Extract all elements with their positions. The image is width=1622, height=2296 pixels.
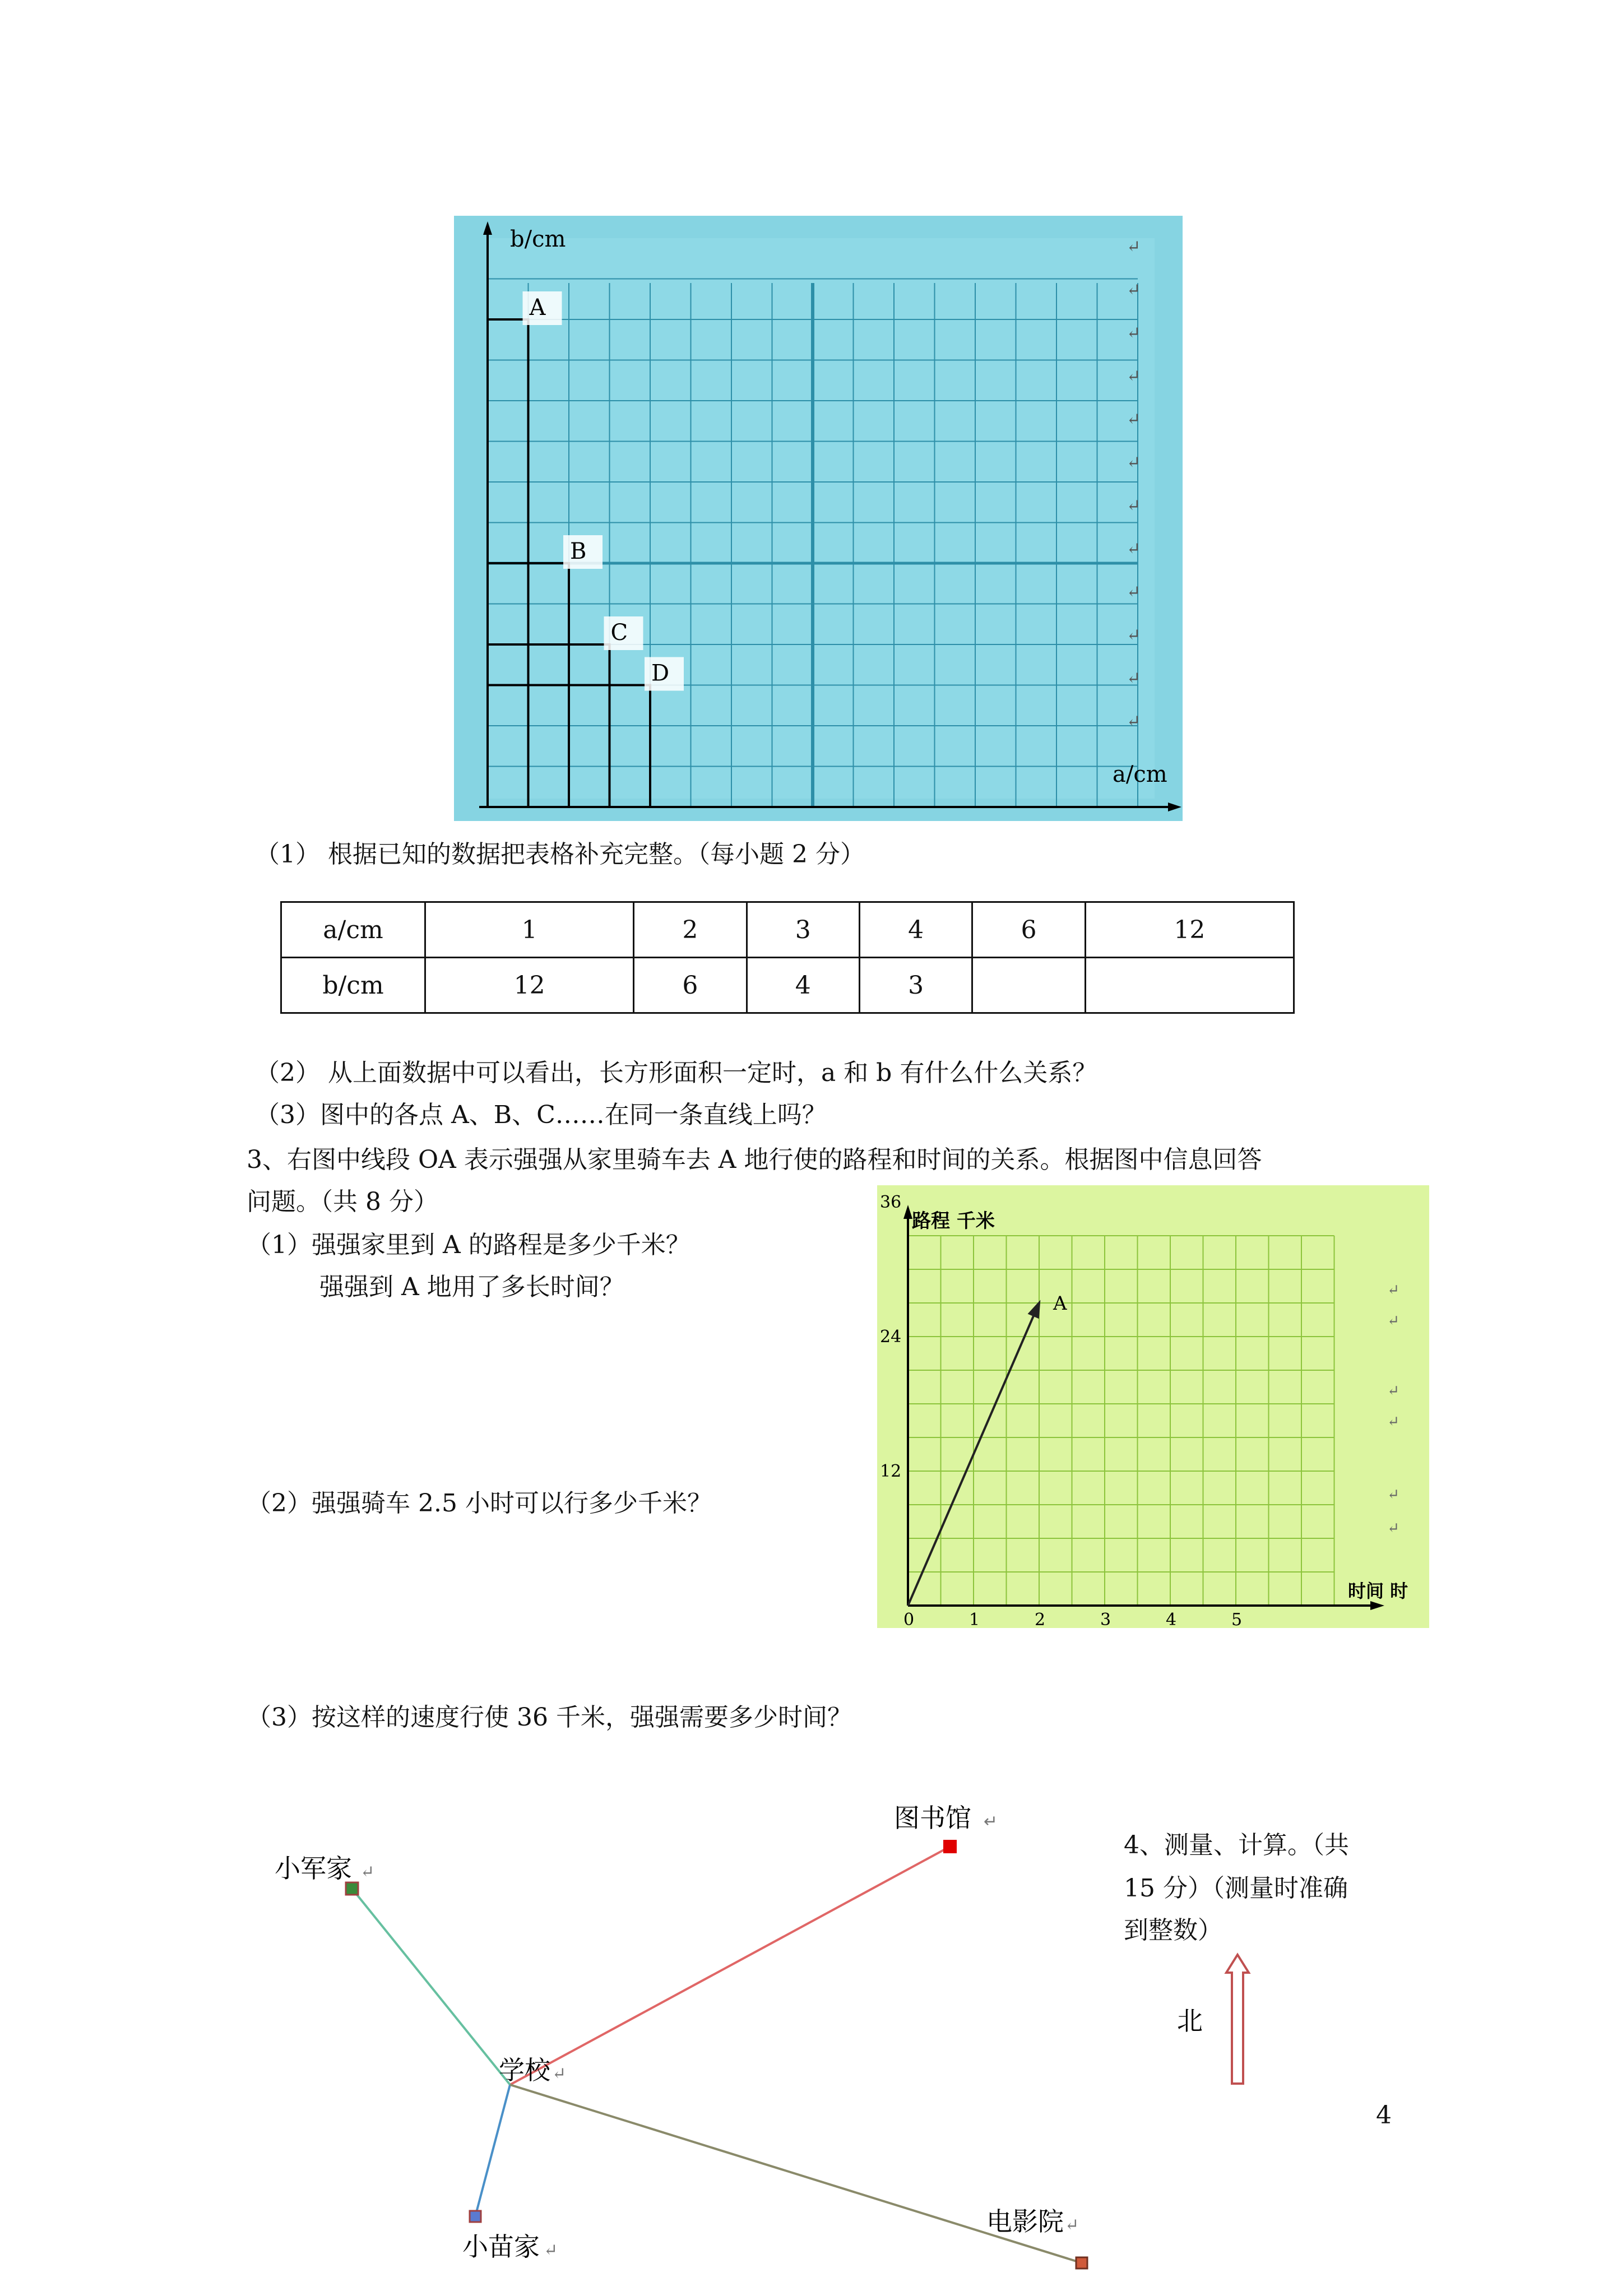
- chart-ylabel: 路程 千米: [912, 1210, 995, 1232]
- point-label-A: A: [1053, 1292, 1067, 1315]
- return-mark-icon: ↵: [984, 1812, 998, 1831]
- x-tick-label: 4: [1166, 1610, 1177, 1628]
- table-cell: 3: [747, 902, 859, 958]
- map-svg: [0, 1765, 1622, 2294]
- table-cell: 12: [425, 958, 634, 1013]
- table-cell: 1: [425, 902, 634, 958]
- return-mark-icon: ↵: [1065, 2215, 1079, 2235]
- table-header: a/cm: [281, 902, 425, 958]
- return-mark-icon: ↵: [1127, 237, 1141, 257]
- x-tick-label: 1: [969, 1610, 980, 1628]
- xiaojun-marker-icon: [346, 1882, 358, 1895]
- q4-line3: 到整数）: [1124, 1916, 1222, 1945]
- x-tick-label: 0: [903, 1610, 915, 1628]
- return-mark-icon: ↵: [1127, 625, 1141, 645]
- table-header: b/cm: [281, 958, 425, 1013]
- line-school-xiaomiao: [475, 2085, 510, 2216]
- point-label-D: D: [651, 660, 670, 687]
- q2-part3: （3）图中的各点 A、B、C……在同一条直线上吗？: [255, 1101, 827, 1129]
- q2-part1: （1） 根据已知的数据把表格补充完整。（每小题 2 分）: [255, 840, 865, 869]
- return-mark-icon: ↵: [360, 1862, 375, 1882]
- table-cell: 2: [634, 902, 747, 958]
- return-mark-icon: ↵: [1127, 669, 1141, 688]
- xiaomiao-marker-icon: [470, 2211, 481, 2222]
- q3-intro-line2: 问题。（共 8 分）: [247, 1188, 438, 1216]
- return-mark-icon: ↵: [1127, 453, 1141, 472]
- data-table: [280, 901, 1295, 1014]
- return-mark-icon: ↵: [1127, 496, 1141, 516]
- return-mark-icon: ↵: [1387, 1520, 1399, 1537]
- return-mark-icon: ↵: [1127, 582, 1141, 602]
- point-label-B: B: [570, 539, 587, 564]
- north-label: 北: [1177, 2006, 1203, 2036]
- point-label-A: A: [529, 295, 546, 321]
- q3-part3: （3）按这样的速度行使 36 千米，强强需要多少时间？: [247, 1703, 852, 1732]
- table-cell: 6: [634, 958, 747, 1013]
- return-mark-icon: ↵: [1127, 712, 1141, 731]
- table-row: [281, 958, 1294, 1013]
- rectangle-grid-svg: [454, 216, 1183, 821]
- return-mark-icon: ↵: [1127, 323, 1141, 343]
- line-school-library: [510, 1847, 950, 2085]
- point-label-C: C: [610, 620, 628, 646]
- q3-part1-line1: （1）强强家里到 A 的路程是多少千米？: [247, 1231, 690, 1259]
- y-tick-label: 36: [880, 1193, 902, 1212]
- x-tick-label: 3: [1100, 1610, 1111, 1628]
- cinema-marker-icon: [1076, 2257, 1087, 2269]
- place-xiaomiao: 小苗家: [462, 2232, 540, 2262]
- return-mark-icon: ↵: [544, 2241, 558, 2260]
- distance-time-svg: [877, 1185, 1429, 1628]
- return-mark-icon: ↵: [1387, 1486, 1399, 1503]
- place-school: 学校: [499, 2055, 550, 2085]
- q4-line2: 15 分）（测量时准确: [1124, 1874, 1348, 1903]
- page-number: 4: [1376, 2101, 1392, 2130]
- table-cell: 4: [859, 902, 972, 958]
- table-cell: 6: [972, 902, 1085, 958]
- place-xiaojun: 小军家: [275, 1853, 352, 1884]
- table-cell: 12: [1085, 902, 1294, 958]
- place-cinema: 电影院: [986, 2206, 1064, 2237]
- x-axis-label: a/cm: [1113, 762, 1167, 787]
- return-mark-icon: ↵: [1387, 1413, 1399, 1430]
- return-mark-icon: ↵: [1387, 1312, 1399, 1329]
- q3-intro-line1: 3、右图中线段 OA 表示强强从家里骑车去 A 地行使的路程和时间的关系。根据图中信息回答: [247, 1145, 1262, 1174]
- x-tick-label: 2: [1035, 1610, 1046, 1628]
- return-mark-icon: ↵: [1387, 1282, 1399, 1298]
- map-figure: [0, 1765, 1622, 2296]
- library-marker-icon: [943, 1840, 957, 1853]
- figure1-panel: [488, 238, 1155, 799]
- table-cell: [1085, 958, 1294, 1013]
- table-cell: 4: [747, 958, 859, 1013]
- y-tick-label: 24: [880, 1327, 902, 1347]
- return-mark-icon: ↵: [1387, 1383, 1399, 1399]
- y-axis-label: b/cm: [510, 226, 566, 252]
- distance-time-chart: [877, 1185, 1429, 1630]
- q2-part2: （2） 从上面数据中可以看出，长方形面积一定时，a 和 b 有什么什么关系？: [255, 1059, 1097, 1087]
- chart-bg: [877, 1185, 1429, 1628]
- q4-line1: 4、测量、计算。（共: [1124, 1831, 1349, 1859]
- table-cell: 3: [859, 958, 972, 1013]
- q3-part1-line2: 强强到 A 地用了多长时间？: [319, 1273, 624, 1301]
- x-tick-label: 5: [1231, 1610, 1243, 1628]
- return-mark-icon: ↵: [1127, 280, 1141, 300]
- q3-part2: （2）强强骑车 2.5 小时可以行多少千米？: [247, 1489, 712, 1518]
- figure-rectangle-grid: [454, 216, 1183, 823]
- chart-xlabel: 时间 时: [1348, 1580, 1408, 1602]
- table-row: [281, 902, 1294, 958]
- table-cell: [972, 958, 1085, 1013]
- y-tick-label: 12: [880, 1462, 902, 1481]
- return-mark-icon: ↵: [1127, 539, 1141, 559]
- line-school-xiaojun: [352, 1889, 510, 2085]
- return-mark-icon: ↵: [1127, 410, 1141, 429]
- place-library: 图书馆: [894, 1803, 971, 1833]
- return-mark-icon: ↵: [552, 2064, 567, 2084]
- return-mark-icon: ↵: [1127, 367, 1141, 386]
- north-arrow-icon: [1226, 1955, 1249, 2084]
